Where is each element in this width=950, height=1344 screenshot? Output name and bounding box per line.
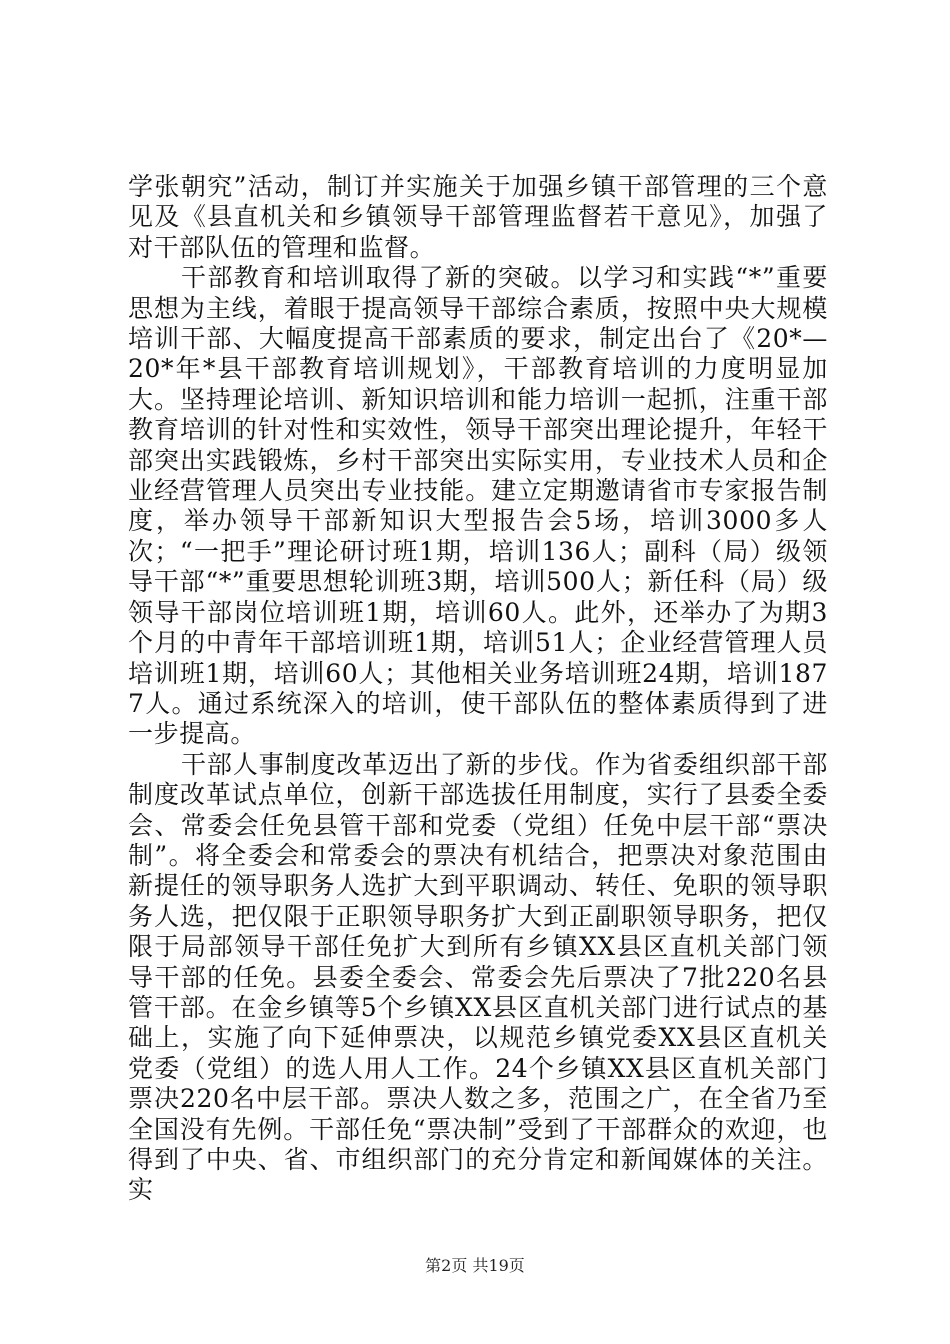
document-body [128,172,828,1206]
paragraph-cadre-training: 干部教育和培训取得了新的突破。以学习和实践“*”重要思想为主线，着眼于提高领导干部综合素质，按照中央大规模培训干部、大幅度提高干部素质的要求，制定出台了《20*—20*年*县干部教育培训规划》，干部教育培训的力度明显加大。坚持理论培训、新知识培训和能力培训一起抓，注重干部教育培训的针对性和实效性，领导干部突出理论提升，年轻干部突出实践锻炼，乡村干部突出实际实用，专业技术人员和企业经营管理人员突出专业技能。建立定期邀请省市专家报告制度，举办领导干部新知识大型报告会5场，培训3000多人次；“一把手”理论研讨班1期，培训136人；副科（局）级领导干部“*”重要思想轮训班3期，培训500人；新任科（局）级领导干部岗位培训班1期，培训60人。此外，还举办了为期3个月的中青年干部培训班1期，培训51人；企业经营管理人员培训班1期，培训60人；其他相关业务培训班24期，培训1877人。通过系统深入的培训，使干部队伍的整体素质得到了进一步提高。 [128,263,828,749]
page-number-footer: 第2页 共19页 [425,1256,525,1275]
paragraph-continuation: 学张朝究”活动，制订并实施关于加强乡镇干部管理的三个意见及《县直机关和乡镇领导干部管理监督若干意见》，加强了对干部队伍的管理和监督。 [128,172,828,262]
paragraph-personnel-reform: 干部人事制度改革迈出了新的步伐。作为省委组织部干部制度改革试点单位，创新干部选拔任用制度，实行了县委全委会、常委会任免县管干部和党委（党组）任免中层干部“票决制”。将全委会和常委会的票决有机结合，把票决对象范围由新提任的领导职务人选扩大到平职调动、转任、免职的领导职务人选，把仅限于正职领导职务扩大到正副职领导职务，把仅限于局部领导干部任免扩大到所有乡镇XX县区直机关部门领导干部的任免。县委全委会、常委会先后票决了7批220名县管干部。在金乡镇等5个乡镇XX县区直机关部门进行试点的基础上，实施了向下延伸票决，以规范乡镇党委XX县区直机关党委（党组）的选人用人工作。24个乡镇XX县区直机关部门票决220名中层干部。票决人数之多，范围之广，在全省乃至全国没有先例。干部任免“票决制”受到了干部群众的欢迎，也得到了中央、省、市组织部门的充分肯定和新闻媒体的关注。实 [128,749,828,1205]
